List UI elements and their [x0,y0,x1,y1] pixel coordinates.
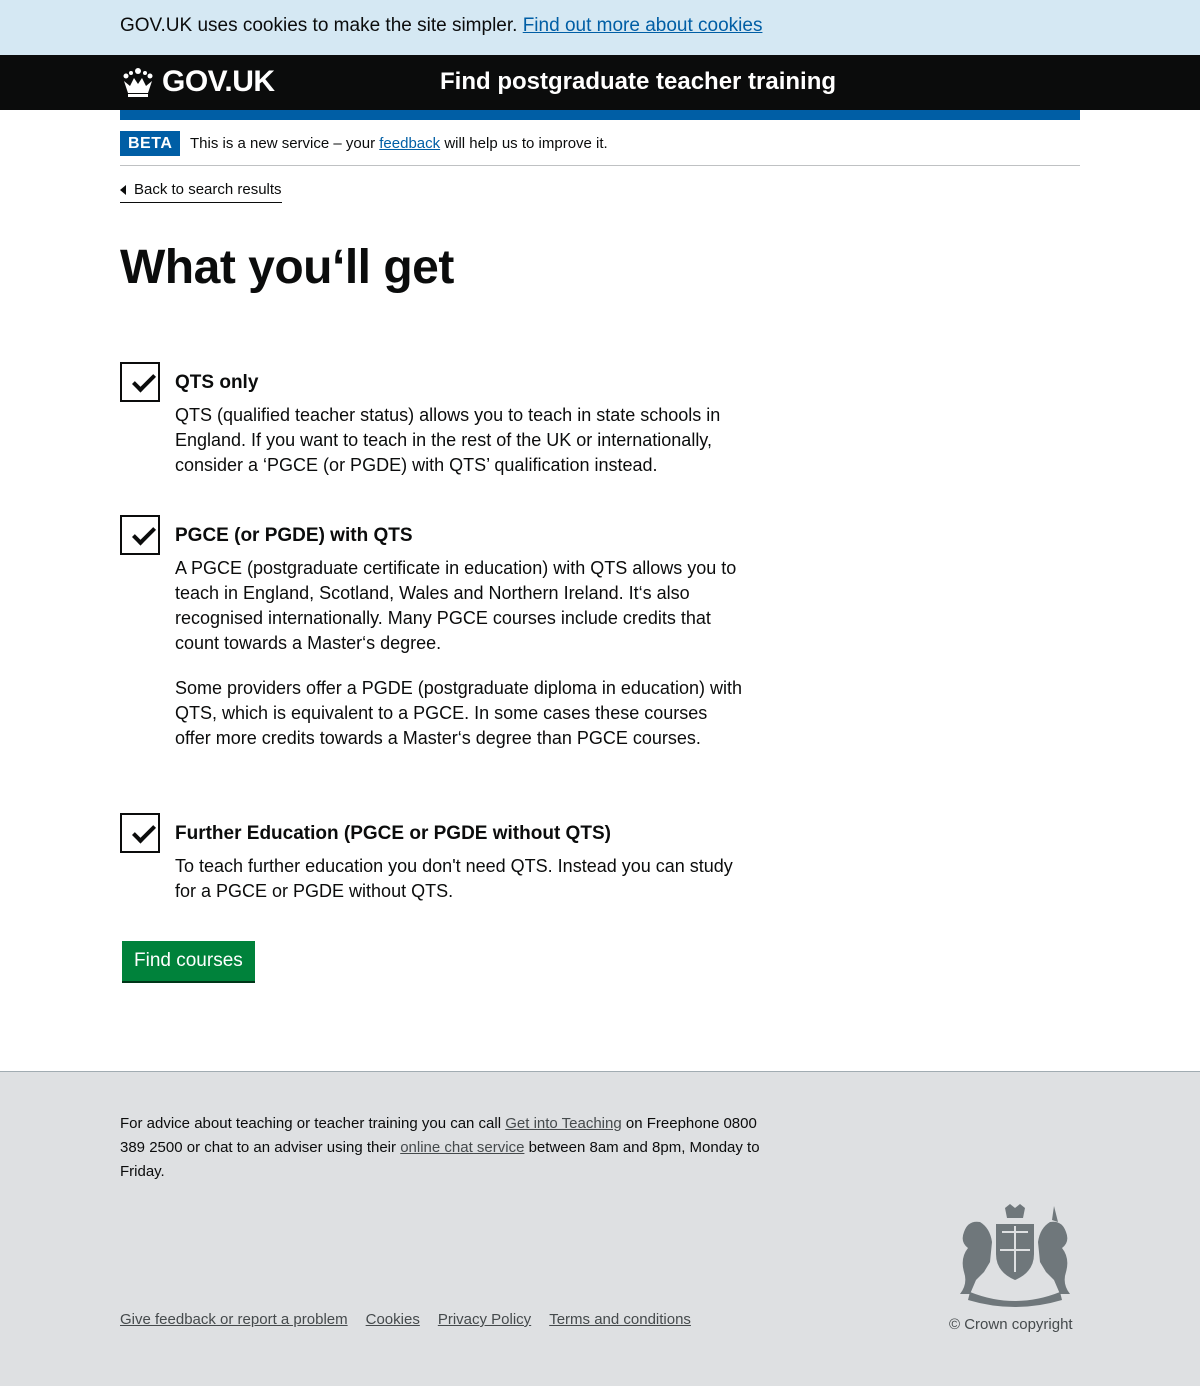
back-link-label: Back to search results [134,181,282,198]
online-chat-link[interactable]: online chat service [400,1139,525,1156]
beta-tag: BETA [120,131,180,156]
find-courses-button[interactable]: Find courses [122,941,255,981]
checkbox-pgce-with-qts[interactable] [120,515,160,555]
royal-coat-of-arms-icon [950,1202,1080,1308]
checkmark-icon [132,521,156,545]
feedback-link[interactable]: feedback [379,135,441,152]
phase-banner [120,131,1080,166]
crown-icon [120,67,156,97]
checkmark-icon [132,819,156,843]
back-arrow-icon [120,185,126,195]
advice-text-1: For advice about teaching or teacher training you can call [120,1115,502,1132]
footer-advice [120,1112,760,1184]
footer-link-privacy[interactable]: Privacy Policy [437,1311,532,1328]
advice-text-3: between 8am and 8pm, Monday to Friday. [120,1139,760,1180]
option-description: Some providers offer a PGDE (postgraduate diploma in education) with QTS, which is equivalent to a PGCE. In some cases these courses offer more credits towards a Master‘s degree than PGCE courses. [175,678,742,748]
advice-text-2: on Freephone 0800 389 2500 or chat to an adviser using their [120,1115,757,1156]
footer-link-terms[interactable]: Terms and conditions [549,1311,691,1328]
phase-text-after: will help us to improve it. [444,135,608,152]
site-footer [0,1071,1200,1386]
govuk-logo[interactable] [120,65,275,99]
footer-link-cookies[interactable]: Cookies [365,1311,420,1328]
logo-text: GOV.UK [162,65,275,98]
option-label[interactable]: Further Education (PGCE or PGDE without QTS) [175,823,611,844]
cookie-banner [0,0,1200,55]
option-label[interactable]: PGCE (or PGDE) with QTS [175,525,413,546]
cookie-link[interactable]: Find out more about cookies [522,15,763,36]
back-link[interactable] [120,180,282,203]
phase-message [190,135,608,153]
header-blue-bar [120,110,1080,120]
checkbox-qts-only[interactable] [120,362,160,402]
checkbox-further-education[interactable] [120,813,160,853]
service-name-link[interactable]: Find postgraduate teacher training [440,68,837,95]
footer-links [120,1310,691,1330]
option-description: A PGCE (postgraduate certificate in education) with QTS allows you to teach in England, Scotland, Wales and Northern Ireland. It‘s also recognised internationally. Many PGCE courses include credits that count towards a Master‘s degree. [175,558,737,653]
get-into-teaching-link[interactable]: Get into Teaching [505,1115,622,1132]
phase-text-before: This is a new service – your [190,135,376,152]
checkmark-icon [132,368,156,392]
cookie-text: GOV.UK uses cookies to make the site simpler. [120,15,518,36]
option-description: To teach further education you don't need QTS. Instead you can study for a PGCE or PGDE without QTS. [175,856,733,901]
cookie-message [120,14,762,38]
page-title: What you‘ll get [120,241,454,294]
option-description: QTS (qualified teacher status) allows you to teach in state schools in England. If you want to teach in the rest of the UK or internationally, consider a ‘PGCE (or PGDE) with QTS’ qualification instead. [175,405,721,475]
option-label[interactable]: QTS only [175,372,259,393]
footer-link-feedback[interactable]: Give feedback or report a problem [120,1311,348,1328]
site-header [0,55,1200,110]
crown-copyright: © Crown copyright [949,1316,1073,1333]
